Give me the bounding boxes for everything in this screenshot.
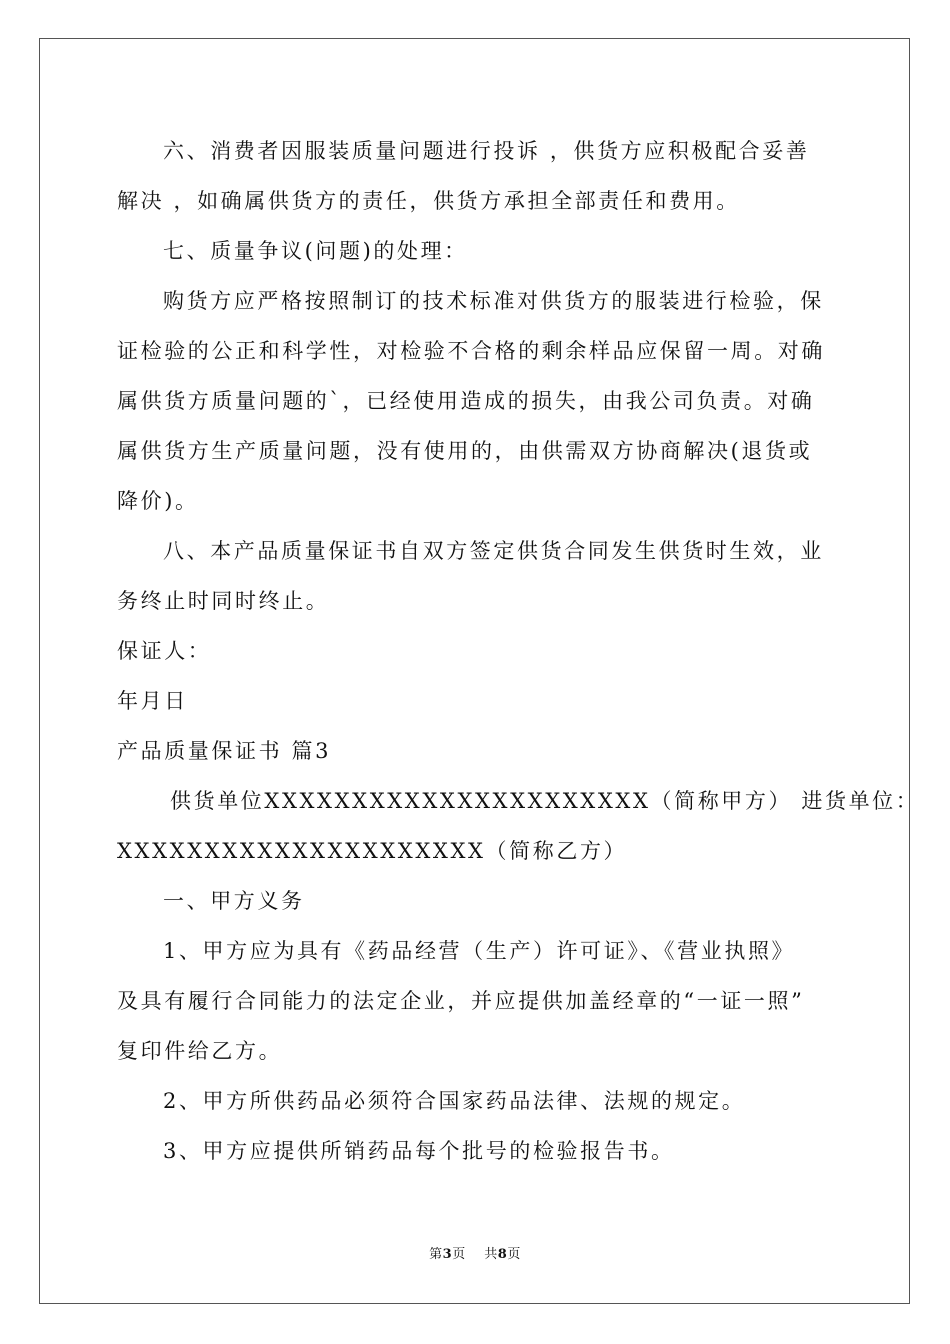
page-footer [0, 1246, 950, 1264]
paragraph-line: 1、甲方应为具有《药品经营（生产）许可证》、《营业执照》 [163, 939, 796, 963]
total-label-prefix: 共 [484, 1247, 498, 1262]
paragraph-line: 供货单位XXXXXXXXXXXXXXXXXXXXXX（简称甲方） 进货单位： [170, 789, 920, 813]
paragraph-line: 降价)。 [117, 489, 199, 513]
section-heading: 七、质量争议(问题)的处理： [163, 239, 468, 263]
paragraph-line: XXXXXXXXXXXXXXXXXXXXX（简称乙方） [117, 839, 628, 863]
page-number: 3 [442, 1247, 453, 1262]
paragraph-line: 六、消费者因服装质量问题进行投诉 ，供货方应积极配合妥善 [163, 139, 810, 163]
date-label: 年月日 [117, 689, 188, 713]
paragraph-line: 复印件给乙方。 [117, 1039, 283, 1063]
total-label-suffix: 页 [507, 1247, 521, 1262]
paragraph-line: 3、甲方应提供所销药品每个批号的检验报告书。 [163, 1139, 675, 1163]
paragraph-line: 证检验的公正和科学性，对检验不合格的剩余样品应保留一周。对确 [117, 339, 825, 363]
paragraph-line: 解决 ，如确属供货方的责任，供货方承担全部责任和费用。 [117, 189, 740, 213]
paragraph-line: 2、甲方所供药品必须符合国家药品法律、法规的规定。 [163, 1089, 746, 1113]
guarantor-label: 保证人： [117, 639, 212, 663]
paragraph-line: 务终止时同时终止。 [117, 589, 330, 613]
total-pages: 8 [497, 1247, 508, 1262]
page-label-prefix: 第 [429, 1247, 443, 1262]
paragraph-line: 及具有履行合同能力的法定企业，并应提供加盖经章的“一证一照” [117, 989, 805, 1013]
paragraph-line: 属供货方质量问题的`，已经使用造成的损失，由我公司负责。对确 [117, 389, 815, 413]
paragraph-line: 购货方应严格按照制订的技术标准对供货方的服装进行检验，保 [163, 289, 824, 313]
document-section-title: 产品质量保证书 篇3 [117, 739, 332, 763]
paragraph-line: 八、本产品质量保证书自双方签定供货合同发生供货时生效，业 [163, 539, 824, 563]
section-heading: 一、甲方义务 [163, 889, 305, 913]
page-label-suffix: 页 [452, 1247, 466, 1262]
paragraph-line: 属供货方生产质量问题，没有使用的，由供需双方协商解决(退货或 [117, 439, 813, 463]
